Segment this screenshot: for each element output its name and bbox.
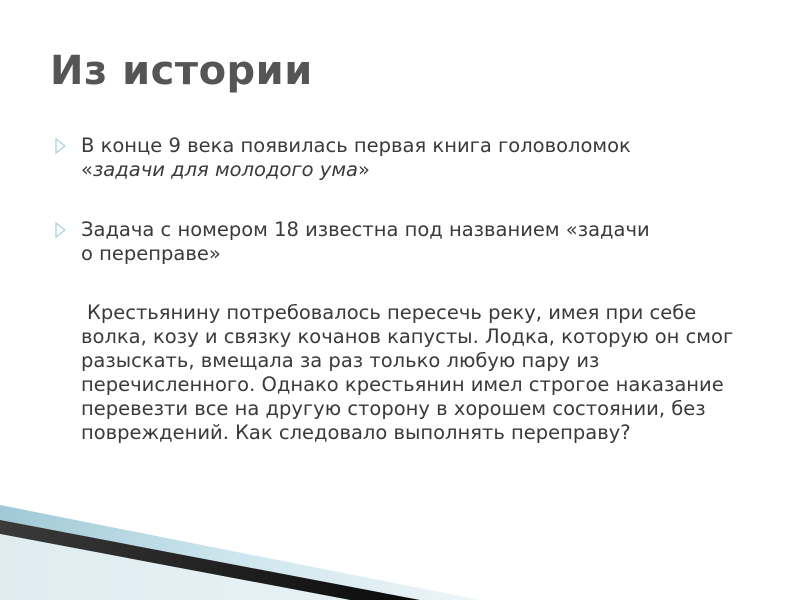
wedge-light-band [0,505,480,600]
bullet-1-close-quote: » [357,158,370,181]
slide-content [54,134,754,465]
bullet-item-1 [54,134,754,182]
outline-chevron-right-icon [54,221,68,239]
bullet-2-line-1: Задача с номером 18 известна под названием «задачи [81,218,650,241]
spacer [54,182,754,218]
bullet-1-text: В конце 9 века появилась первая книга головоломок [81,134,631,157]
bullet-item-2 [54,218,754,266]
bullet-2-line-2: о переправе» [81,242,221,265]
problem-paragraph-text: Крестьянину потребовалось пересечь реку, имея при себе волка, козу и связку кочанов капусты. Лодка, которую он смог разыскать, вмещала за раз только любую пару из перечисленного. Однако крестьянин имел строгое наказание перевезти все на другую сторону в хорошем состоянии, без повреждений. Как следовало выполнять переправу? [81,301,734,444]
outline-chevron-right-icon [54,137,68,155]
wedge-pale-band [0,534,350,600]
slide-title: Из истории [50,48,313,94]
wedge-dark-band [0,520,420,600]
bullet-1-open-quote: « [81,158,93,181]
problem-paragraph [54,301,754,445]
bullet-1-italic-title: задачи для молодого ума [92,158,358,181]
